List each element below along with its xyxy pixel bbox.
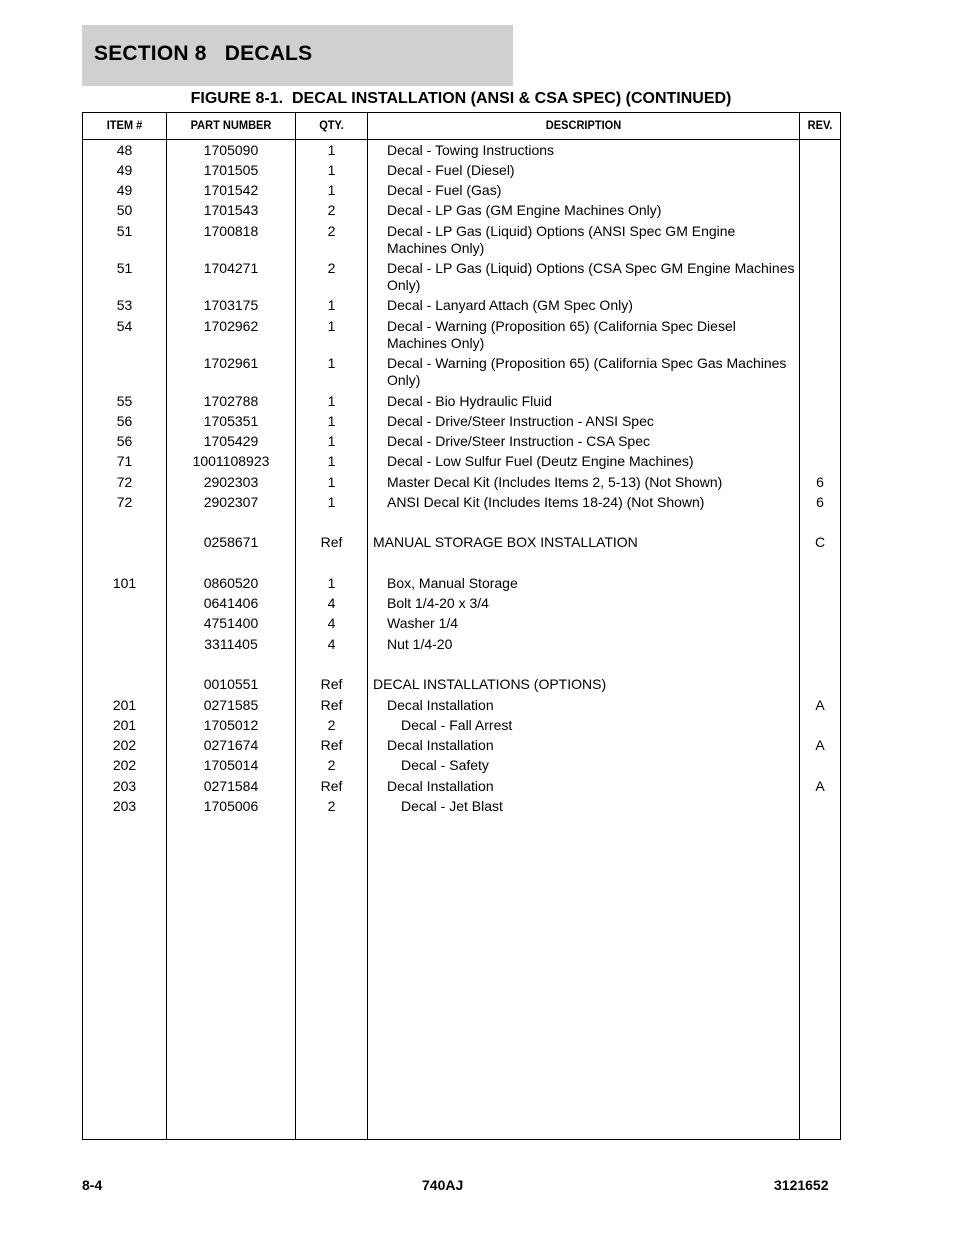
cell-description: Decal - LP Gas (Liquid) Options (ANSI Spec GM Engine Machines Only) [387, 223, 736, 256]
cell-part-number: 0258671 [203, 534, 259, 550]
col-header-rev: REV. [807, 118, 833, 132]
cell-part-number: 1705090 [203, 142, 259, 158]
cell-qty: 1 [327, 575, 336, 591]
cell-description: Decal - Warning (Proposition 65) (California Spec Gas Machines Only) [387, 355, 787, 388]
table-row [83, 696, 840, 716]
table-row [83, 756, 840, 776]
cell-qty: Ref [320, 676, 343, 692]
cell-part-number: 1705006 [203, 798, 259, 814]
cell-item-number: 50 [116, 202, 133, 218]
cell-part-number: 0271585 [203, 697, 259, 713]
cell-part-number: 1702962 [203, 318, 259, 334]
table-row [83, 201, 840, 221]
table-row [83, 317, 840, 351]
cell-description: Decal - Fall Arrest [401, 717, 513, 733]
table-row [83, 181, 840, 201]
col-header-part-number: PART NUMBER [190, 118, 272, 132]
cell-part-number: 1705012 [203, 717, 259, 733]
cell-part-number: 1701505 [203, 162, 259, 178]
cell-item-number: 51 [116, 260, 133, 276]
parts-table [82, 112, 841, 1140]
cell-rev: C [814, 534, 826, 550]
col-header-description: DESCRIPTION [545, 118, 622, 132]
cell-qty: 4 [327, 615, 336, 631]
cell-part-number: 1704271 [203, 260, 259, 276]
cell-qty: 2 [327, 260, 336, 276]
cell-qty: 2 [327, 757, 336, 773]
cell-item-number: 48 [116, 142, 133, 158]
cell-part-number: 4751400 [203, 615, 259, 631]
cell-part-number: 0271674 [203, 737, 259, 753]
cell-description: Decal Installation [387, 697, 494, 713]
cell-qty: 1 [327, 393, 336, 409]
table-row [83, 392, 840, 412]
cell-qty: 2 [327, 798, 336, 814]
cell-item-number: 202 [112, 737, 137, 753]
cell-part-number: 0860520 [203, 575, 259, 591]
cell-rev: 6 [816, 494, 824, 510]
cell-part-number: 2902303 [203, 474, 259, 490]
cell-part-number: 1705014 [203, 757, 259, 773]
table-row [83, 777, 840, 797]
table-row [83, 675, 840, 695]
cell-qty: 4 [327, 595, 336, 611]
cell-description: Decal - Warning (Proposition 65) (California Spec Diesel Machines Only) [387, 318, 736, 351]
cell-rev: A [815, 697, 825, 713]
cell-item-number: 202 [112, 757, 137, 773]
cell-description: Decal - LP Gas (Liquid) Options (CSA Spec GM Engine Machines Only) [387, 260, 795, 293]
table-row [83, 452, 840, 472]
cell-part-number: 1703175 [203, 297, 259, 313]
cell-qty: 1 [327, 182, 336, 198]
cell-part-number: 1701543 [203, 202, 259, 218]
cell-qty: 1 [327, 413, 336, 429]
cell-rev: A [815, 778, 825, 794]
table-row [83, 635, 840, 655]
cell-item-number: 201 [112, 697, 137, 713]
model-name: 740AJ [422, 1177, 464, 1193]
cell-item-number: 201 [112, 717, 137, 733]
cell-item-number: 56 [116, 413, 133, 429]
cell-description: Decal - Jet Blast [401, 798, 503, 814]
cell-qty: 2 [327, 717, 336, 733]
cell-description: Bolt 1/4-20 x 3/4 [387, 595, 489, 611]
table-row [83, 259, 840, 293]
cell-part-number: 0010551 [203, 676, 259, 692]
cell-qty: 4 [327, 636, 336, 652]
section-header-banner [82, 25, 513, 86]
cell-qty: Ref [320, 778, 343, 794]
cell-part-number: 1701542 [203, 182, 259, 198]
cell-part-number: 0641406 [203, 595, 259, 611]
header-divider [83, 139, 840, 140]
cell-qty: 1 [327, 433, 336, 449]
cell-qty: Ref [320, 697, 343, 713]
cell-item-number: 49 [116, 162, 133, 178]
section-title: SECTION 8 DECALS [94, 42, 313, 65]
cell-description: DECAL INSTALLATIONS (OPTIONS) [373, 676, 607, 692]
cell-part-number: 0271584 [203, 778, 259, 794]
table-row [83, 354, 840, 388]
cell-qty: 2 [327, 223, 336, 239]
cell-description: Decal - Drive/Steer Instruction - CSA Spec [387, 433, 650, 449]
cell-qty: 1 [327, 162, 336, 178]
cell-qty: Ref [320, 737, 343, 753]
cell-item-number: 49 [116, 182, 133, 198]
table-row [83, 574, 840, 594]
cell-description: Decal - Fuel (Gas) [387, 182, 502, 198]
table-row [83, 736, 840, 756]
cell-description: Decal - Bio Hydraulic Fluid [387, 393, 552, 409]
cell-description: Nut 1/4-20 [387, 636, 453, 652]
col-header-qty: QTY. [319, 118, 344, 132]
table-row [83, 296, 840, 316]
cell-description: Decal - Safety [401, 757, 489, 773]
cell-item-number: 203 [112, 798, 137, 814]
table-row [83, 473, 840, 493]
table-row [83, 716, 840, 736]
cell-description: Decal - Drive/Steer Instruction - ANSI Spec [387, 413, 654, 429]
cell-qty: Ref [320, 534, 343, 550]
cell-item-number: 101 [112, 575, 137, 591]
cell-item-number: 56 [116, 433, 133, 449]
cell-description: Box, Manual Storage [387, 575, 518, 591]
cell-qty: 2 [327, 202, 336, 218]
table-row [83, 432, 840, 452]
cell-description: MANUAL STORAGE BOX INSTALLATION [373, 534, 638, 550]
cell-qty: 1 [327, 355, 336, 371]
table-row [83, 141, 840, 161]
cell-item-number: 51 [116, 223, 133, 239]
cell-description: Decal Installation [387, 778, 494, 794]
cell-qty: 1 [327, 142, 336, 158]
cell-description: ANSI Decal Kit (Includes Items 18-24) (Not Shown) [387, 494, 705, 510]
cell-part-number: 1705429 [203, 433, 259, 449]
cell-qty: 1 [327, 297, 336, 313]
page-number: 8-4 [82, 1177, 103, 1193]
cell-part-number: 1705351 [203, 413, 259, 429]
cell-description: Decal - Fuel (Diesel) [387, 162, 515, 178]
cell-item-number: 55 [116, 393, 133, 409]
cell-part-number: 1702961 [203, 355, 259, 371]
cell-part-number: 1702788 [203, 393, 259, 409]
table-row [83, 594, 840, 614]
cell-part-number: 1001108923 [192, 453, 270, 469]
table-row [83, 533, 840, 553]
cell-description: Decal - Low Sulfur Fuel (Deutz Engine Machines) [387, 453, 694, 469]
table-row [83, 222, 840, 256]
cell-description: Decal - LP Gas (GM Engine Machines Only) [387, 202, 662, 218]
figure-title: FIGURE 8-1. DECAL INSTALLATION (ANSI & CSA SPEC) (CONTINUED) [190, 90, 732, 107]
cell-item-number: 72 [116, 494, 133, 510]
cell-qty: 1 [327, 494, 336, 510]
cell-part-number: 2902307 [203, 494, 259, 510]
cell-part-number: 3311405 [204, 636, 258, 652]
cell-item-number: 53 [116, 297, 133, 313]
col-header-item: ITEM # [106, 118, 143, 132]
cell-qty: 1 [327, 318, 336, 334]
table-row [83, 493, 840, 513]
cell-description: Decal - Towing Instructions [387, 142, 555, 158]
cell-part-number: 1700818 [203, 223, 259, 239]
cell-item-number: 71 [116, 453, 133, 469]
table-row [83, 412, 840, 432]
cell-rev: A [815, 737, 825, 753]
cell-rev: 6 [816, 474, 824, 490]
cell-item-number: 72 [116, 474, 133, 490]
cell-item-number: 54 [116, 318, 133, 334]
document-number: 3121652 [774, 1177, 829, 1193]
cell-qty: 1 [327, 453, 336, 469]
table-row [83, 161, 840, 181]
cell-description: Master Decal Kit (Includes Items 2, 5-13) (Not Shown) [387, 474, 723, 490]
cell-description: Washer 1/4 [387, 615, 459, 631]
cell-item-number: 203 [112, 778, 137, 794]
table-row [83, 614, 840, 634]
table-row [83, 797, 840, 817]
cell-qty: 1 [327, 474, 336, 490]
cell-description: Decal Installation [387, 737, 494, 753]
cell-description: Decal - Lanyard Attach (GM Spec Only) [387, 297, 633, 313]
